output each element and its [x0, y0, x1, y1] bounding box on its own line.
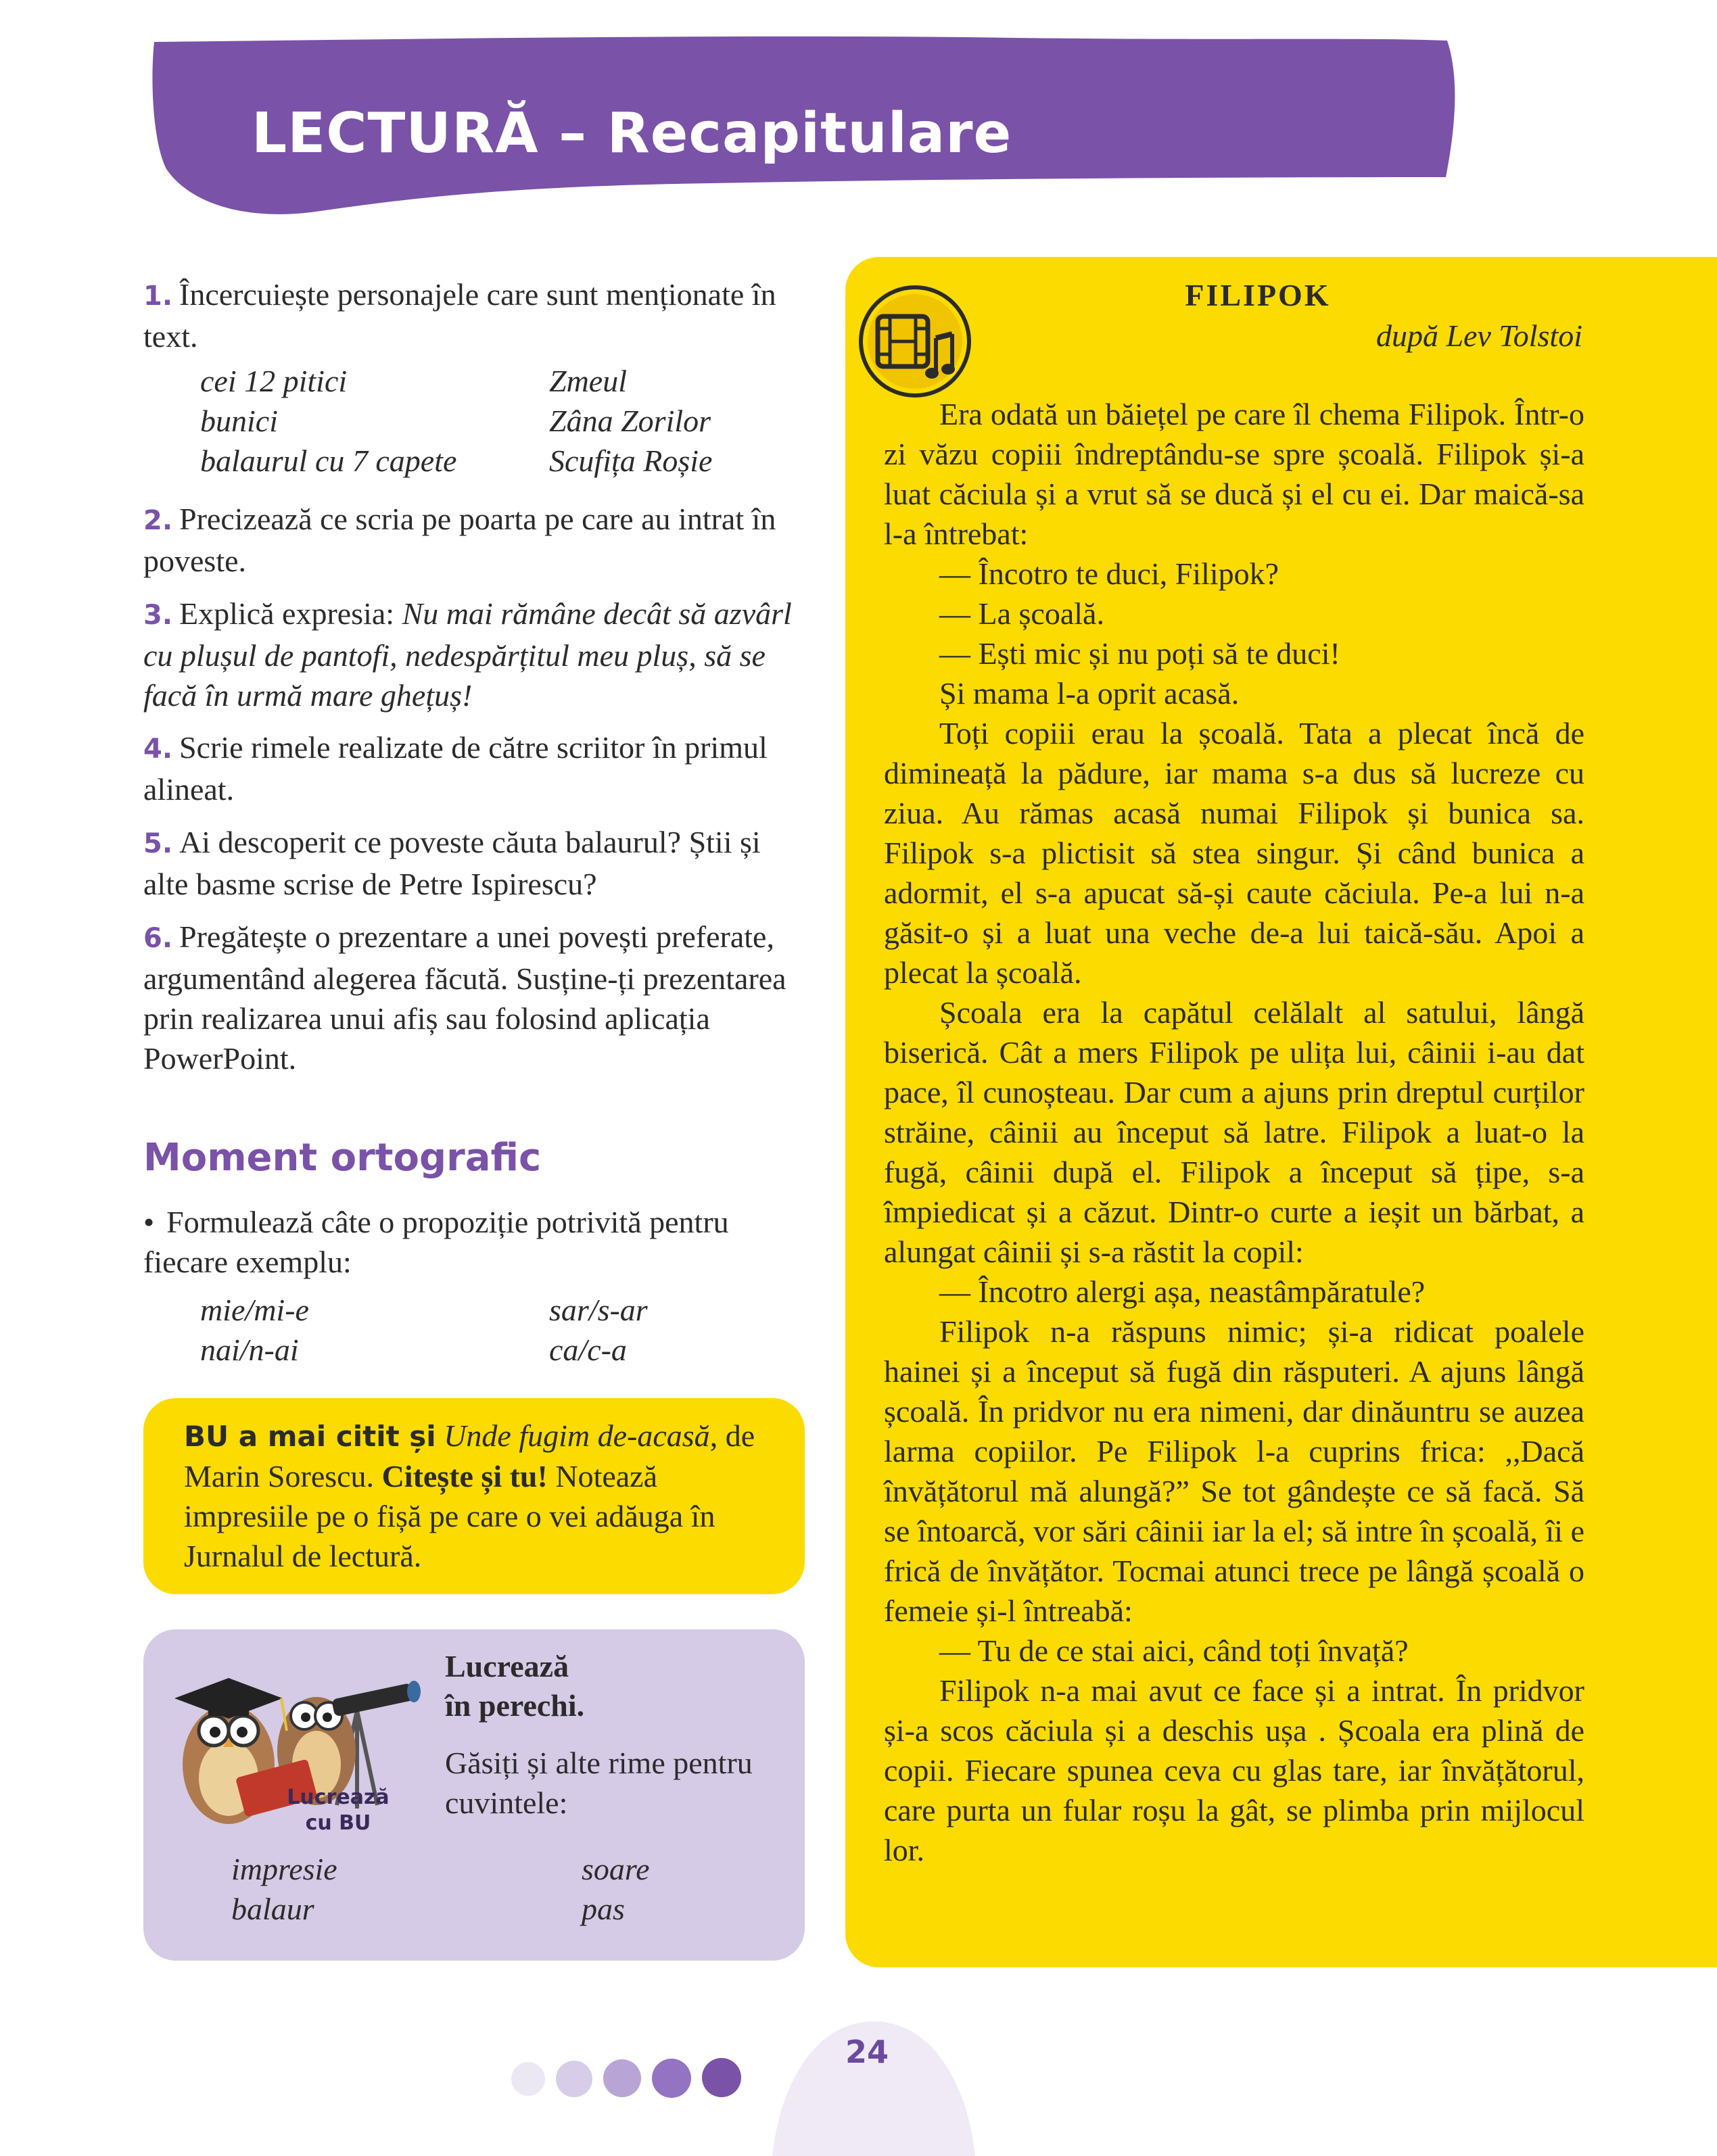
story-paragraph: Și mama l-a oprit acasă.: [939, 676, 1240, 711]
decorative-dot: [702, 2058, 741, 2097]
question-number: 6.: [143, 923, 173, 954]
question-number: 1.: [143, 281, 173, 312]
story-text: [884, 394, 1584, 1870]
story-author: după Lev Tolstoi: [1375, 318, 1582, 353]
story-paragraph: Era odată un băiețel pe care îl chema Filipok. Într-o zi văzu copiii îndreptându-se spre școală. Filipok și-a luat căciula și a vrut să se ducă și el cu ei. Dar maică-sa l-a întrebat:: [884, 397, 1584, 551]
story-paragraph: Filipok n-a răspuns nimic; și-a ridicat poalele hainei și a început să fugă din răsputeri. A ajuns lângă școală. În pridvor nu era nimeni, dar dinăuntru se auzea larma copiilor. Pe Filipok l-a cuprins frica: ,,Dacă învățătorul mă alungă?” Se tot gândește ce să facă. Să se întoarcă, vor sări câinii iar la el; să intre în școală, îi e frică de învățător. Tocmai atunci trece pe lângă școală o femeie și-l întreabă:: [884, 1314, 1584, 1628]
story-paragraph: Filipok n-a mai avut ce face și a intrat. În pridvor și-a scos căciula și a deschis ușa . Școala era plină de copii. Fiecare spunea ceva cu glas tare, iar învățătorul, care purta un fular roșu la gât, se plimba prin mijlocul lor.: [884, 1673, 1584, 1867]
character-option: cei 12 pitici: [200, 364, 348, 398]
question-4: [143, 727, 806, 809]
pair-work-heading: Lucrează în perechi.: [445, 1649, 585, 1723]
question-5: [143, 822, 806, 904]
page-number-tab: [772, 2008, 975, 2156]
spelling-example: mie/mi-e: [200, 1293, 309, 1327]
question-text: Scrie rimele realizate de către scriitor în primul alineat.: [143, 730, 768, 807]
spelling-example: nai/n-ai: [200, 1333, 299, 1367]
spelling-example: ca/c-a: [549, 1333, 627, 1367]
character-option: Zmeul: [549, 364, 627, 398]
story-paragraph: — Încotro te duci, Filipok?: [939, 556, 1279, 591]
question-text: Pregătește o prezentare a unei povești preferate, argumentând alegerea făcută. Susține-ți prezentarea prin realizarea unui afiș sau folosind aplicația PowerPoint.: [143, 919, 786, 1076]
decorative-dot: [556, 2061, 592, 2097]
question-text: Precizează ce scria pe poarta pe care au intrat în poveste.: [143, 502, 776, 578]
rhyme-word: balaur: [231, 1892, 314, 1926]
story-title: FILIPOK: [1185, 278, 1331, 312]
question-text: Explică expresia:: [179, 596, 402, 631]
decorative-dot: [511, 2062, 545, 2096]
rhyme-word: soare: [582, 1852, 650, 1886]
character-option: Scufița Roșie: [549, 444, 713, 478]
character-option: bunici: [200, 404, 278, 438]
question-number: 3.: [143, 600, 173, 631]
rhyme-word: impresie: [231, 1852, 337, 1886]
reading-suggestion-text: BU a mai citit și Unde fugim de-acasă, de Marin Sorescu. Citește și tu! Notează impresiile pe o fișă pe care o vei adăuga în Jurnalul de lectură.: [184, 1418, 755, 1573]
question-number: 5.: [143, 828, 173, 859]
question-2: [143, 499, 806, 581]
pair-work-instruction: Găsiți și alte rime pentru cuvintele:: [445, 1746, 753, 1820]
page-title: LECTURĂ – Recapitulare: [252, 101, 1012, 166]
film-music-icon: [857, 284, 972, 399]
question-number: 4.: [143, 734, 173, 765]
story-paragraph: — Tu de ce stai aici, când toți învață?: [939, 1633, 1409, 1668]
question-quote: Nu mai rămâne decât să azvârl cu plușul de pantofi, nedespărțitul meu pluș, să se facă în urmă mare ghețuș!: [143, 596, 792, 713]
rhyme-word: pas: [582, 1892, 625, 1926]
moment-instruction: • Formulează câte o propoziție potrivită pentru fiecare exemplu:: [143, 1205, 729, 1279]
decorative-dot: [603, 2059, 641, 2097]
character-option: balaurul cu 7 capete: [200, 444, 457, 478]
page-number: 24: [845, 2034, 889, 2070]
decorative-dot: [652, 2059, 691, 2098]
question-number: 2.: [143, 505, 173, 536]
spelling-example: sar/s-ar: [549, 1293, 648, 1327]
story-paragraph: Toți copiii erau la școală. Tata a plecat încă de dimineață la pădure, iar mama s-a dus să lucreze cu ziua. Au rămas acasă numai Filipok și bunica sa. Filipok s-a plictisit să stea singur. Și când bunica a adormit, el s-a apucat să-și caute căciula. Pe-a lui n-a găsit-o și a luat una veche de-a lui taică-său. Apoi a plecat la școală.: [884, 716, 1584, 990]
section-title-moment-ortografic: Moment ortografic: [143, 1136, 542, 1180]
question-3: [143, 594, 806, 715]
story-paragraph: — Încotro alergi așa, neastâmpăratule?: [939, 1274, 1426, 1309]
character-option: Zâna Zorilor: [549, 404, 711, 438]
question-1: [143, 274, 806, 356]
question-6: [143, 917, 806, 1078]
question-text: Încercuiește personajele care sunt menționate în text.: [143, 277, 776, 354]
owl-label: Lucrează cu BU: [287, 1786, 390, 1835]
story-paragraph: — Ești mic și nu poți să te duci!: [939, 636, 1340, 671]
story-paragraph: Școala era la capătul celălalt al satului, lângă biserică. Cât a mers Filipok pe ulița lui, câinii i-au dat pace, îl cunoșteau. Dar cum a ajuns prin dreptul curților străine, câinii au început să latre. Filipok a luat-o la fugă, câinii după el. Filipok a început să țipe, s-a împiedicat și a căzut. Dintr-o curte a ieșit un bărbat, a alungat câinii și s-a răstit la copil:: [884, 995, 1584, 1269]
story-paragraph: — La școală.: [939, 596, 1104, 631]
question-text: Ai descoperit ce poveste căuta balaurul? Știi și alte basme scrise de Petre Ispirescu?: [143, 825, 761, 901]
bullet: •: [143, 1205, 155, 1239]
